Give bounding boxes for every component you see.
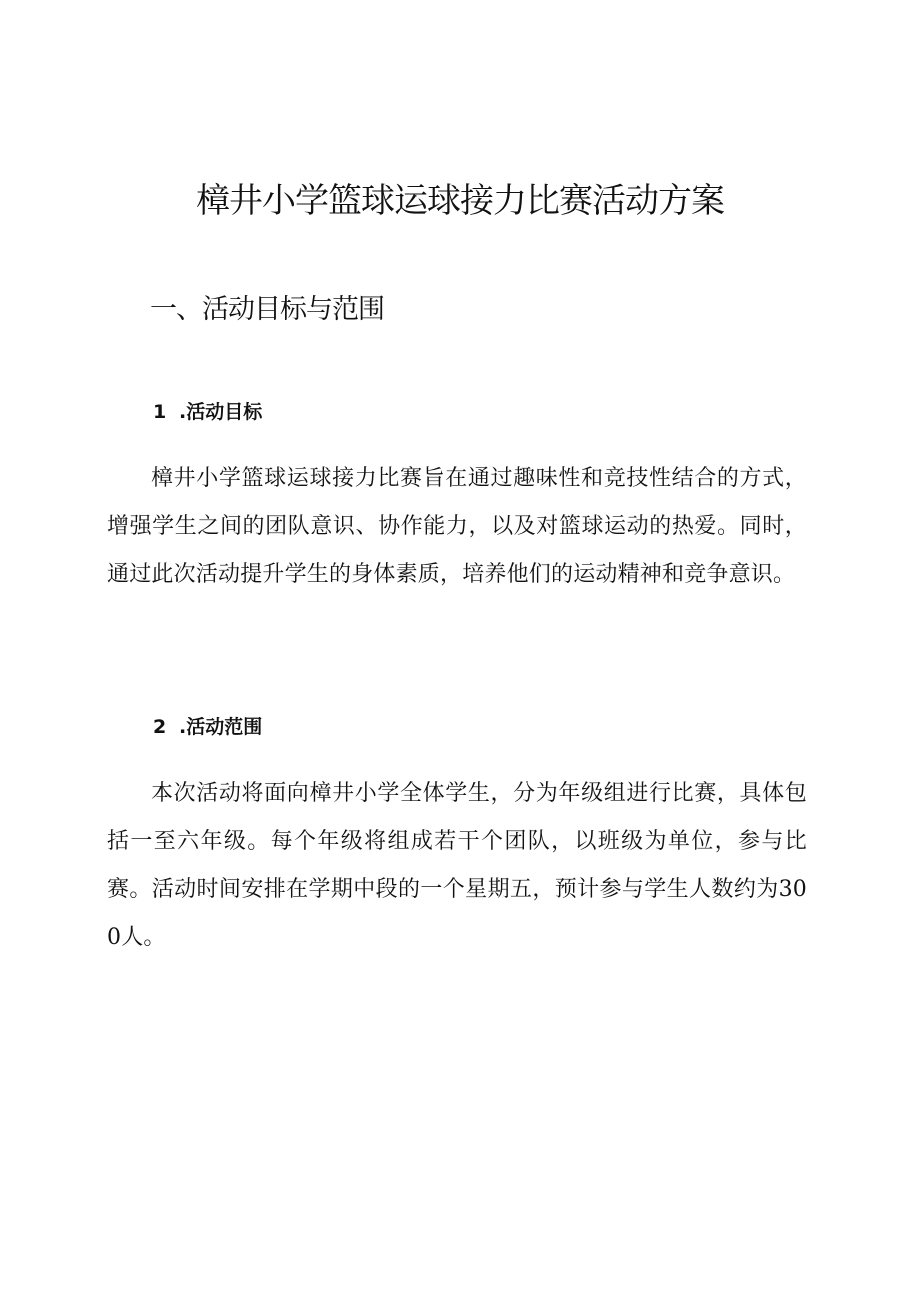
subsection-heading-scope [153, 712, 262, 742]
subsection-heading-goal [153, 397, 262, 427]
subsection-label: .活动范围 [179, 716, 263, 738]
subsection-number: 2 [153, 716, 167, 738]
subsection-label: .活动目标 [179, 401, 263, 423]
document-title: 樟井小学篮球运球接力比赛活动方案 [196, 181, 724, 221]
goal-paragraph: 樟井小学篮球运球接力比赛旨在通过趣味性和竞技性结合的方式，增强学生之间的团队意识、协作能力，以及对篮球运动的热爱。同时，通过此次活动提升学生的身体素质，培养他们的运动精神和竞争意识。 [107, 466, 807, 587]
section-heading: 一、活动目标与范围 [150, 294, 384, 325]
scope-paragraph: 本次活动将面向樟井小学全体学生，分为年级组进行比赛，具体包括一至六年级。每个年级将组成若干个团队，以班级为单位，参与比赛。活动时间安排在学期中段的一个星期五，预计参与学生人数约为300人。 [107, 781, 807, 950]
subsection-number: 1 [153, 401, 167, 423]
